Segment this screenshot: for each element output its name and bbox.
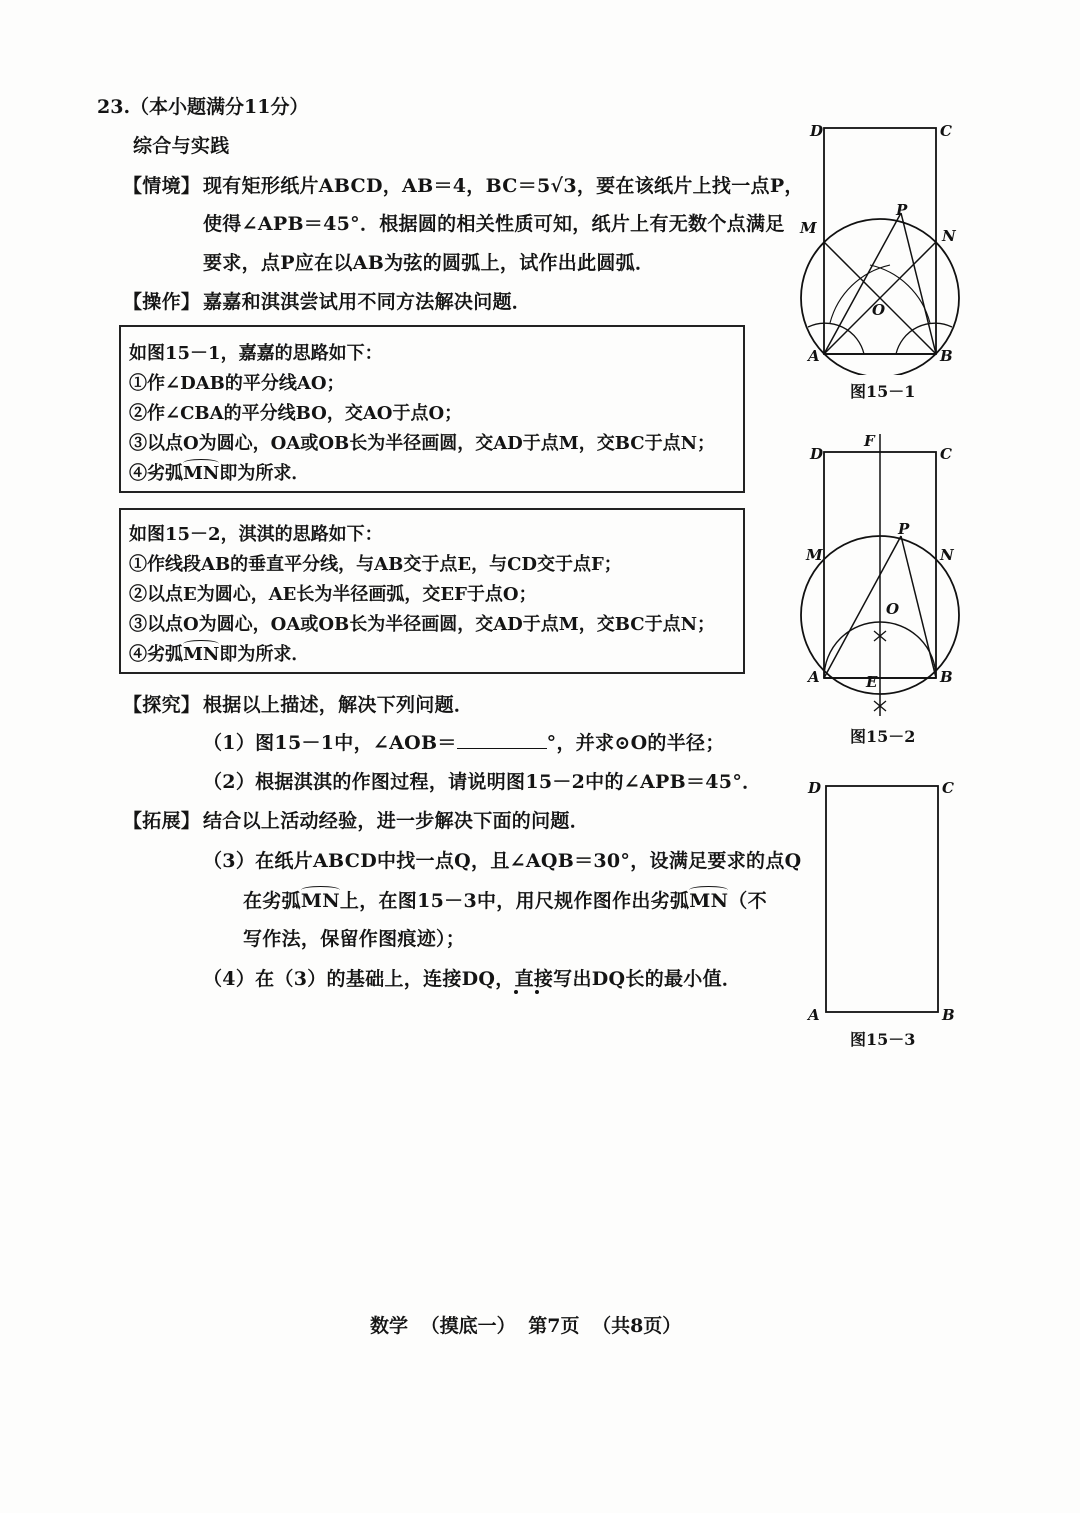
context-line-1: 现有矩形纸片ABCD，AB＝4，BC＝5√3，要在该纸片上找一点P， [203, 175, 804, 197]
explore-label: 【探究】 [123, 694, 201, 716]
fig2-label-n: N [940, 546, 954, 564]
question-4: （4）在（3）的基础上，连接DQ，直接写出DQ长的最小值． [203, 968, 742, 990]
question-3-line-3: 写作法，保留作图痕迹）； [243, 928, 466, 950]
fig1-label-n: N [942, 227, 956, 245]
fig3-label-a: A [808, 1006, 820, 1024]
operation-text: 嘉嘉和淇淇尝试用不同方法解决问题． [203, 291, 532, 313]
fig2-label-m: M [806, 546, 823, 564]
context-line-2: 使得∠APB＝45°．根据圆的相关性质可知，纸片上有无数个点满足 [203, 213, 785, 235]
box2-line-1: 如图15－2，淇淇的思路如下： [129, 524, 383, 545]
box1-line-4: ③以点O为圆心，OA或OB长为半径画圆，交AD于点M，交BC于点N； [129, 433, 716, 454]
emphasis-dot [535, 990, 539, 994]
figure-15-2 [790, 428, 980, 723]
context-label: 【情境】 [123, 175, 201, 197]
q3-mid: 上，在图15－3中，用尺规作图作出劣弧 [339, 890, 690, 912]
box1-line-2: ①作∠DAB的平分线AO； [129, 373, 345, 394]
q3-suffix: （不 [728, 890, 767, 912]
box2-line-4: ③以点O为圆心，OA或OB长为半径画圆，交AD于点M，交BC于点N； [129, 614, 716, 635]
box2-arc-mn: MN [183, 644, 220, 665]
emphasis-dot [514, 990, 518, 994]
question-topic: 综合与实践 [133, 135, 230, 157]
fig2-label-a: A [808, 668, 820, 686]
question-title: 23.（本小题满分11分） [97, 96, 309, 118]
fig1-label-c: C [940, 122, 952, 140]
fig2-label-p: P [898, 520, 910, 538]
fig1-segment-ap [824, 213, 901, 354]
fig1-label-a: A [808, 347, 820, 365]
extend-text: 结合以上活动经验，进一步解决下面的问题． [203, 810, 590, 832]
fig1-label-d: D [810, 122, 824, 140]
box1-line-3: ②作∠CBA的平分线BO，交AO于点O； [129, 403, 463, 424]
fig2-label-o: O [886, 600, 900, 618]
figure-15-3 [790, 770, 980, 1025]
fig1-label-p: P [896, 201, 908, 219]
box1-line-5 [129, 459, 309, 485]
fig2-segment-bp [901, 536, 936, 678]
q3-arc-mn-2: MN [689, 890, 729, 912]
extend-label: 【拓展】 [123, 810, 201, 832]
fig2-label-b: B [940, 668, 953, 686]
fig2-label-c: C [940, 445, 952, 463]
q1-answer-blank[interactable] [457, 730, 547, 749]
q3-prefix: 在劣弧 [243, 890, 301, 912]
question-1 [203, 728, 725, 755]
box2-last-suffix: 即为所求． [219, 644, 310, 665]
fig3-rectangle [826, 786, 938, 1012]
context-line-3: 要求，点P应在以AB为弦的圆弧上，试作出此圆弧． [203, 252, 655, 274]
box2-line-5 [129, 640, 309, 666]
box1-arc-mn: MN [183, 463, 220, 484]
page-footer: 数学 （摸底一） 第7页 （共8页） [370, 1315, 682, 1337]
fig2-caption: 图15－2 [850, 727, 916, 746]
fig1-label-b: B [940, 347, 953, 365]
fig3-label-c: C [942, 779, 954, 797]
explore-text: 根据以上描述，解决下列问题． [203, 694, 474, 716]
fig3-label-d: D [808, 779, 822, 797]
box2-line-2: ①作线段AB的垂直平分线，与AB交于点E，与CD交于点F； [129, 554, 622, 575]
fig2-label-f: F [864, 432, 875, 450]
question-3-line-2 [243, 886, 767, 913]
question-2: （2）根据淇淇的作图过程，请说明图15－2中的∠APB＝45°． [203, 771, 762, 793]
method-box-jiajia [119, 325, 745, 493]
fig1-caption: 图15－1 [850, 382, 916, 401]
q3-arc-mn-1: MN [300, 890, 340, 912]
question-3-line-1: （3）在纸片ABCD中找一点Q，且∠AQB＝30°，设满足要求的点Q [203, 850, 802, 872]
fig1-label-m: M [800, 219, 817, 237]
method-box-qiqi [119, 508, 745, 674]
box2-line-3: ②以点E为圆心，AE长为半径画弧，交EF于点O； [129, 584, 537, 605]
q1-prefix: （1）图15－1中，∠AOB＝ [203, 732, 457, 754]
operation-label: 【操作】 [123, 291, 201, 313]
q1-suffix: °，并求⊙O的半径； [546, 732, 725, 754]
fig3-caption: 图15－3 [850, 1030, 916, 1049]
box1-last-prefix: ④劣弧 [129, 463, 183, 484]
fig2-label-e: E [866, 673, 878, 691]
box1-last-suffix: 即为所求． [219, 463, 310, 484]
fig3-label-b: B [942, 1006, 955, 1024]
box2-last-prefix: ④劣弧 [129, 644, 183, 665]
fig1-rectangle [824, 128, 936, 354]
figure-15-1 [790, 115, 980, 375]
fig2-label-d: D [810, 445, 824, 463]
fig1-label-o: O [872, 301, 886, 319]
box1-line-1: 如图15－1，嘉嘉的思路如下： [129, 343, 383, 364]
